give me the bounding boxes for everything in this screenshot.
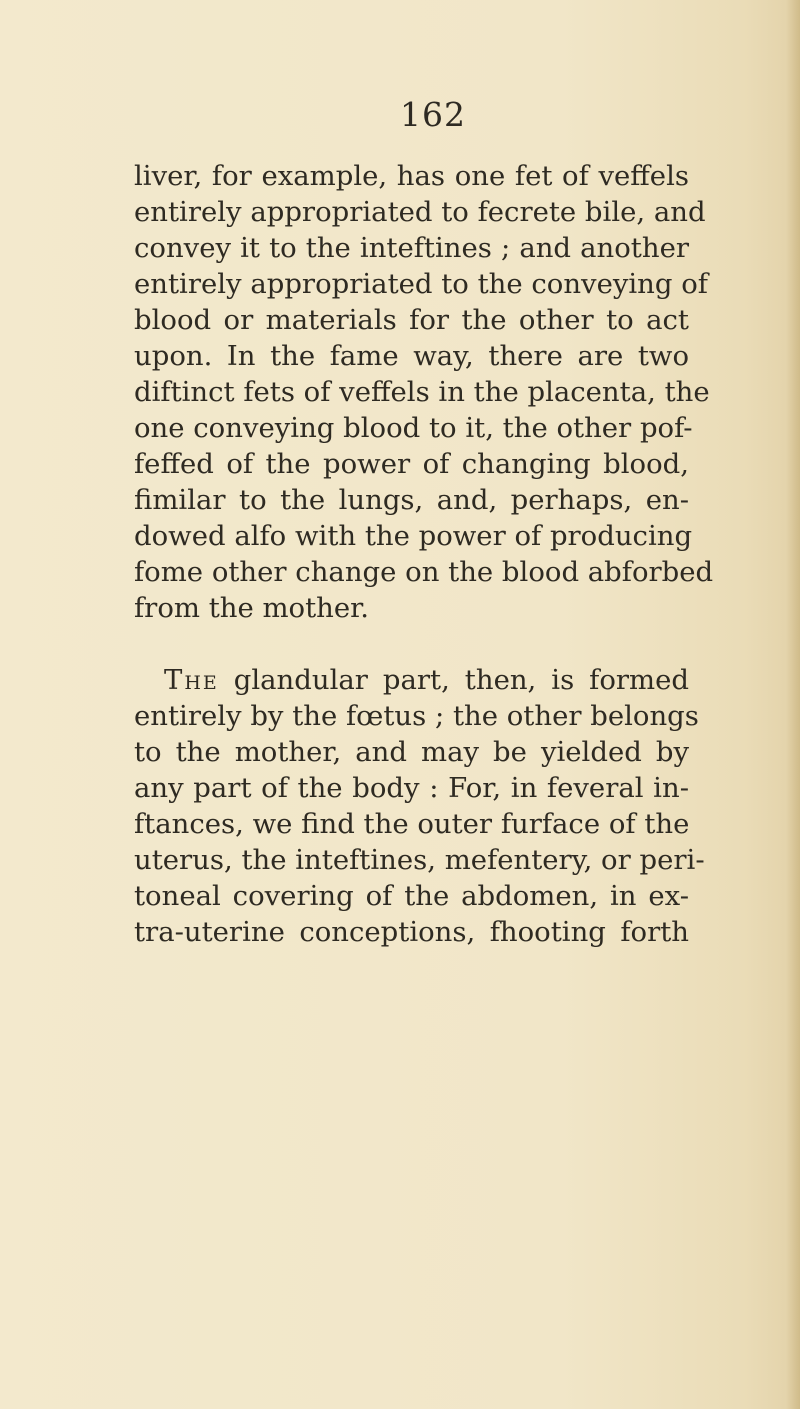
text-line: tra-uterine conceptions, fhooting forth	[134, 916, 689, 948]
text-line: uterus, the inteftines, mefentery, or peri-	[134, 844, 705, 876]
text-line: entirely appropriated to the conveying of	[134, 268, 708, 300]
text-line: entirely appropriated to fecrete bile, and	[134, 196, 706, 228]
text-line	[134, 662, 689, 698]
text-line: convey it to the inteftines ; and another	[134, 232, 689, 264]
page-edge-shadow	[786, 0, 800, 1409]
paragraph-1	[134, 158, 714, 626]
paragraph-2	[134, 662, 705, 950]
text-line: any part of the body : For, in feveral in-	[134, 772, 689, 804]
text-line: to the mother, and may be yielded by	[134, 736, 689, 768]
text-line: toneal covering of the abdomen, in ex-	[134, 880, 689, 912]
text-line: blood or materials for the other to act	[134, 304, 689, 336]
text-line: feffed of the power of changing blood,	[134, 448, 689, 480]
text-line: one conveying blood to it, the other pof-	[134, 412, 693, 444]
text-line: liver, for example, has one fet of veffels	[134, 160, 689, 192]
text-line: fimilar to the lungs, and, perhaps, en-	[134, 484, 689, 516]
text-line: diftinct fets of veffels in the placenta, the	[134, 376, 710, 408]
text-line: from the mother.	[134, 592, 370, 624]
text-line: fome other change on the blood abforbed	[134, 556, 714, 588]
text-line: upon. In the fame way, there are two	[134, 340, 689, 372]
text-line: ftances, we find the outer furface of the	[134, 808, 690, 840]
page-number: 162	[400, 95, 466, 134]
small-caps-first-word: The	[164, 664, 219, 696]
first-line-text: glandular part, then, is formed	[233, 664, 689, 696]
text-line: dowed alfo with the power of producing	[134, 520, 693, 552]
text-line: entirely by the fœtus ; the other belongs	[134, 700, 699, 732]
